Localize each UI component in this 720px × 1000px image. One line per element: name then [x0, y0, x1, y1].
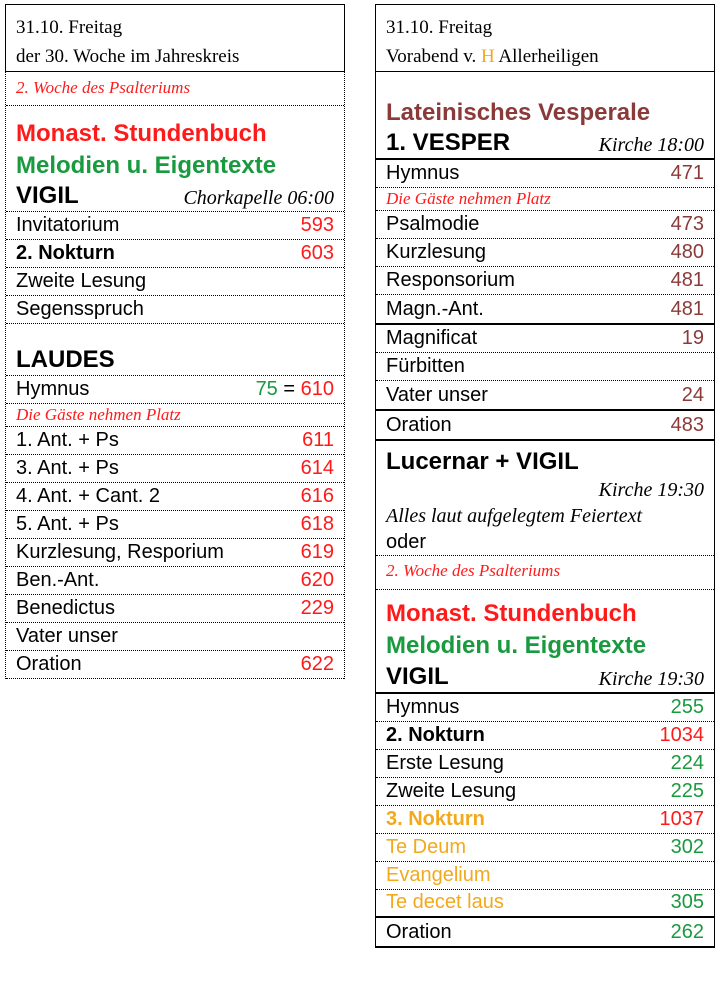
row-label: Zweite Lesung	[16, 270, 147, 292]
left-laudes-label: LAUDES	[16, 346, 115, 373]
row-page: 302	[670, 836, 704, 858]
row-page: 593	[300, 214, 334, 236]
row-page: 480	[670, 241, 704, 263]
row-page: 619	[300, 541, 334, 563]
right-lucernar-note: Alles laut aufgelegtem Feiertext	[386, 505, 643, 527]
left-laudes-row	[6, 511, 344, 539]
right-vesper-mid-row	[376, 353, 714, 381]
left-laudes-row	[6, 651, 344, 679]
right-vesper-row	[376, 267, 714, 295]
right-vigil-heading	[376, 662, 714, 692]
left-laudes-row	[6, 595, 344, 623]
row-label: Kurzlesung, Resporium	[16, 541, 224, 563]
left-laudes-row	[6, 623, 344, 651]
row-page: 19	[681, 327, 704, 349]
left-vigil-label: VIGIL	[16, 182, 79, 209]
left-date-line2: der 30. Woche im Jahreskreis	[16, 46, 240, 67]
left-title-melodien: Melodien u. Eigentexte	[16, 152, 277, 179]
row-page: 229	[300, 597, 334, 619]
right-vigil-row	[376, 750, 714, 778]
left-vigil-row-invitatorium	[6, 212, 344, 240]
right-vesper-row	[376, 295, 714, 323]
row-label: Hymnus	[386, 162, 460, 184]
row-label: Oration	[386, 414, 452, 436]
right-lucernar-heading: Lucernar + VIGIL	[386, 448, 579, 475]
row-page: 305	[670, 891, 704, 913]
left-title-stundenbuch: Monast. Stundenbuch	[16, 120, 267, 147]
row-label: Invitatorium	[16, 214, 120, 236]
left-vigil-row-segensspruch	[6, 296, 344, 324]
left-laudes-row	[6, 427, 344, 455]
right-title-stundenbuch: Monast. Stundenbuch	[386, 600, 637, 627]
right-body	[375, 72, 715, 948]
row-page: 611	[302, 429, 334, 451]
row-label: 2. Nokturn	[16, 242, 115, 264]
row-page: 262	[670, 921, 704, 943]
row-label: Ben.-Ant.	[16, 569, 100, 591]
row-label: Psalmodie	[386, 213, 480, 235]
row-label: Oration	[386, 921, 452, 943]
right-date-line1: 31.10. Freitag	[386, 17, 493, 38]
row-page: 622	[300, 653, 334, 675]
right-vesper-oration-box	[376, 409, 714, 441]
left-column	[5, 4, 345, 679]
right-date-line2	[386, 42, 706, 71]
right-vigil-row	[376, 834, 714, 862]
row-page: 620	[300, 569, 334, 591]
row-label: 4. Ant. + Cant. 2	[16, 485, 160, 507]
row-label: Segensspruch	[16, 298, 144, 320]
right-guests-note: Die Gäste nehmen Platz	[376, 188, 714, 211]
right-vesper-mid-row	[376, 381, 714, 409]
row-label: Te Deum	[386, 836, 467, 858]
right-vigil-row	[376, 890, 714, 918]
hymnus-page-a: 75	[255, 378, 278, 400]
right-vigil-row	[376, 778, 714, 806]
left-date-header	[5, 4, 345, 72]
row-label: 1. Ant. + Ps	[16, 429, 119, 451]
left-laudes-heading	[6, 346, 344, 376]
row-label: 3. Ant. + Ps	[16, 457, 119, 479]
row-label: Erste Lesung	[386, 752, 504, 774]
row-label: 2. Nokturn	[386, 724, 485, 746]
right-vigil-row	[376, 806, 714, 834]
row-label: Responsorium	[386, 269, 515, 291]
row-page: 473	[670, 213, 704, 235]
row-page: 255	[670, 696, 704, 718]
left-laudes-row-hymnus	[6, 376, 344, 404]
row-label: 5. Ant. + Ps	[16, 513, 119, 535]
row-label: Fürbitten	[386, 355, 465, 377]
row-page: 481	[670, 269, 704, 291]
left-laudes-row	[6, 455, 344, 483]
right-vesper-row-oration	[376, 411, 714, 439]
left-laudes-row	[6, 539, 344, 567]
right-title-melodien: Melodien u. Eigentexte	[386, 632, 647, 659]
left-vigil-heading	[6, 182, 344, 212]
left-laudes-row	[6, 567, 344, 595]
right-vigil-row	[376, 722, 714, 750]
row-label: 3. Nokturn	[386, 808, 485, 830]
row-label: Magnificat	[386, 327, 478, 349]
row-page: 603	[300, 242, 334, 264]
row-page: 24	[681, 384, 704, 406]
row-page	[256, 376, 334, 403]
row-page: 616	[300, 485, 334, 507]
right-date-header	[375, 4, 715, 72]
right-oder: oder	[376, 529, 714, 556]
right-vigil-label: VIGIL	[386, 663, 449, 690]
row-page: 1034	[659, 724, 704, 746]
left-guests-note: Die Gäste nehmen Platz	[6, 404, 344, 427]
right-vigil-box	[376, 692, 714, 948]
right-vigil-location: Kirche 19:30	[598, 668, 704, 690]
row-label: Hymnus	[386, 696, 460, 718]
right-vigil-row	[376, 918, 714, 946]
right-vesper-row	[376, 239, 714, 267]
row-label: Evangelium	[386, 864, 491, 886]
row-label: Zweite Lesung	[386, 780, 517, 802]
row-label: Oration	[16, 653, 82, 675]
row-page: 471	[670, 162, 704, 184]
row-label: Benedictus	[16, 597, 115, 619]
row-page: 614	[300, 457, 334, 479]
right-vesper-location: Kirche 18:00	[598, 134, 704, 156]
left-body	[5, 72, 345, 679]
right-date-line2-b: Allerheiligen	[498, 46, 599, 67]
right-date-line2-a: Vorabend v.	[386, 46, 477, 67]
row-label: Te decet laus	[386, 891, 504, 913]
right-vesper-label: 1. VESPER	[386, 129, 511, 156]
row-label: Magn.-Ant.	[386, 298, 484, 320]
right-vesper-row-hymnus	[376, 160, 714, 188]
right-lucernar-location: Kirche 19:30	[598, 479, 704, 501]
row-page: 225	[670, 780, 704, 802]
right-vigil-row	[376, 694, 714, 722]
row-label: Vater unser	[386, 384, 488, 406]
row-label: Hymnus	[16, 378, 90, 400]
right-vesper-row	[376, 211, 714, 239]
left-psalter-note: 2. Woche des Psalteriums	[6, 72, 344, 106]
right-vesper-mid-row	[376, 325, 714, 353]
row-page: 224	[670, 752, 704, 774]
left-date-line1: 31.10. Freitag	[16, 17, 123, 38]
row-label: Kurzlesung	[386, 241, 487, 263]
row-page: 1037	[659, 808, 704, 830]
right-vesper-heading	[376, 128, 714, 158]
right-vesper-box	[376, 158, 714, 325]
left-vigil-row-nokturn	[6, 240, 344, 268]
row-page: 483	[670, 414, 704, 436]
right-date-h-mark: H	[480, 46, 495, 67]
row-label: Vater unser	[16, 625, 118, 647]
hymnus-page-b: 610	[300, 378, 334, 400]
row-page: 618	[300, 513, 334, 535]
right-psalter-note: 2. Woche des Psalteriums	[376, 556, 714, 590]
left-vigil-location: Chorkapelle 06:00	[183, 187, 334, 209]
hymnus-equals: =	[283, 378, 296, 400]
right-title-vesperale: Lateinisches Vesperale	[386, 99, 651, 126]
right-vigil-row	[376, 862, 714, 890]
left-laudes-row	[6, 483, 344, 511]
right-column	[375, 4, 715, 948]
left-vigil-row-zweite-lesung	[6, 268, 344, 296]
row-page: 481	[670, 298, 704, 320]
